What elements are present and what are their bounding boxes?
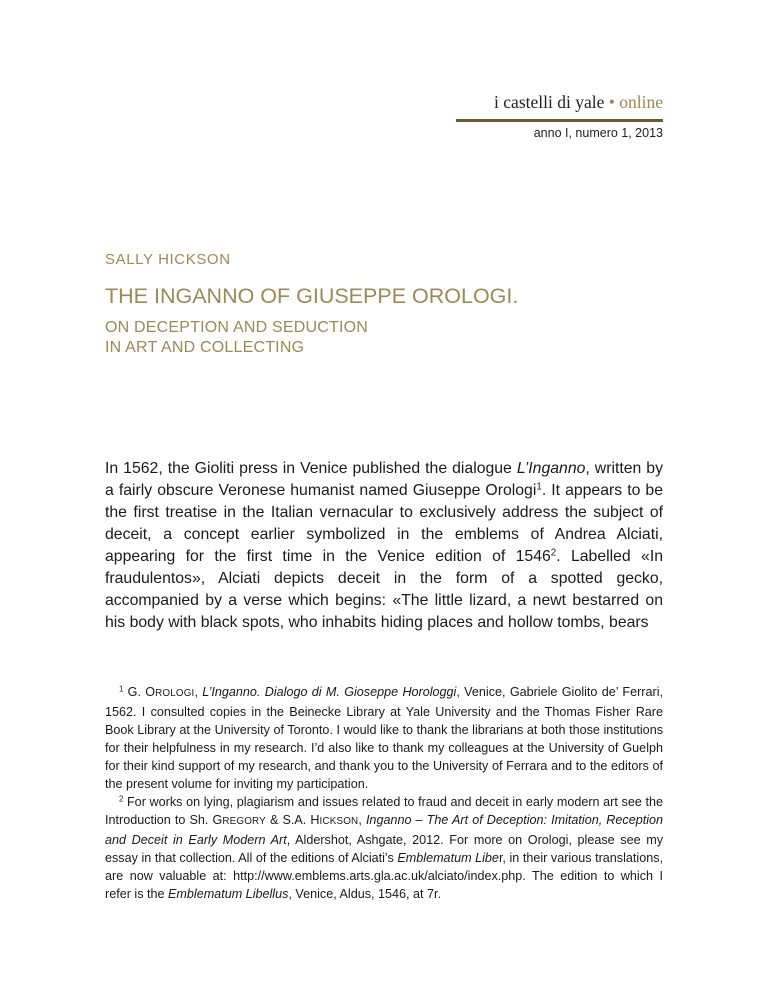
footnote-italic: Emblematum Libe [397, 851, 499, 865]
footnote-text: , [194, 685, 203, 699]
bullet-separator: • [608, 92, 615, 112]
body-text-segment: . Labelled «In fraudulentos», Alciati depicts deceit in the form of a spotted gecko, accompanied by a verse which begins: «The little lizard, a newt bestarred on his body with black spots, who inhabits hiding places and hollow tombs, bears [105, 548, 663, 631]
footnote-text: , Aldershot, Ashgate, 2012. For more on Orologi, please see my essay in that collection. All of the editions of Alciati’s [105, 833, 664, 865]
subtitle-line-1: ON DECEPTION AND SEDUCTION [105, 319, 369, 336]
subtitle-line-2: IN ART AND COLLECTING [105, 339, 305, 356]
footnotes [105, 683, 663, 903]
footnote-ref-1[interactable]: 1 [536, 481, 542, 493]
footnote-italic: L’Inganno. Dialogo di M. Gioseppe Horologgi [202, 685, 457, 699]
header-rule [456, 119, 663, 122]
footnote-number: 2 [119, 794, 124, 804]
issue-info: anno I, numero 1, 2013 [533, 126, 663, 140]
footnote-text: & S.A. H [265, 813, 320, 827]
footnote-italic: Emblematum Libellus [168, 887, 289, 901]
footnote-number: 1 [119, 684, 124, 694]
footnote-ref-2[interactable]: 2 [550, 547, 557, 559]
article-subtitle [105, 318, 368, 358]
footnote-text: , [358, 813, 366, 827]
body-italic-title: L’Inganno [516, 460, 586, 477]
body-paragraph [105, 458, 663, 634]
footnote-1 [105, 683, 663, 793]
body-text-segment: In 1562, the Gioliti press in Venice published the dialogue [105, 460, 517, 477]
footnote-italic: Inganno – The Art of Deception: Imitation, Reception and Deceit in Early Modern Art [105, 813, 664, 847]
body-text-segment: . It appears to be the first treatise in the Italian vernacular to exclusively address the subject of deceit, a concept earlier symbolized in the emblems of Andrea Alciati, appearing for the first time in the Venice edition of 1546 [105, 482, 663, 565]
journal-title: i castelli di yale [494, 92, 605, 112]
footnote-text: r, in their various translations, are now valuable at: http://www.emblems.arts.gla.ac.uk/alciato/index.php. The edition to which I refer is the [105, 851, 664, 901]
footnote-smallcaps: REGORY [222, 816, 266, 827]
footnote-smallcaps: ROLOGI [155, 688, 195, 699]
footnote-text: G. O [123, 685, 156, 699]
footnote-2 [105, 793, 663, 903]
body-text-segment: , written by a fairly obscure Veronese humanist named Giuseppe Orologi [105, 460, 663, 499]
journal-name [494, 92, 663, 113]
footnote-smallcaps: ICKSON [319, 816, 359, 827]
author-name: SALLY HICKSON [105, 251, 231, 268]
footnote-text: , Venice, Gabriele Giolito de’ Ferrari, 1562. I consulted copies in the Beinecke Library at Yale University and the Thomas Fisher Rare Book Library at the University of Toronto. I would like to thank the librarians at both those institutions for their helpfulness in my research. I’d also like to thank my colleagues at the University of Guelph for their kind support of my research, and thank you to the University of Ferrara and to the editors of the present volume for inviting my participation. [105, 685, 663, 791]
article-title: THE INGANNO OF GIUSEPPE OROLOGI. [105, 284, 519, 308]
footnote-text: For works on lying, plagiarism and issues related to fraud and deceit in early modern art see the Introduction to Sh. G [105, 795, 663, 827]
footnote-text: , Venice, Aldus, 1546, at 7r. [288, 887, 442, 901]
journal-online: online [619, 92, 663, 112]
